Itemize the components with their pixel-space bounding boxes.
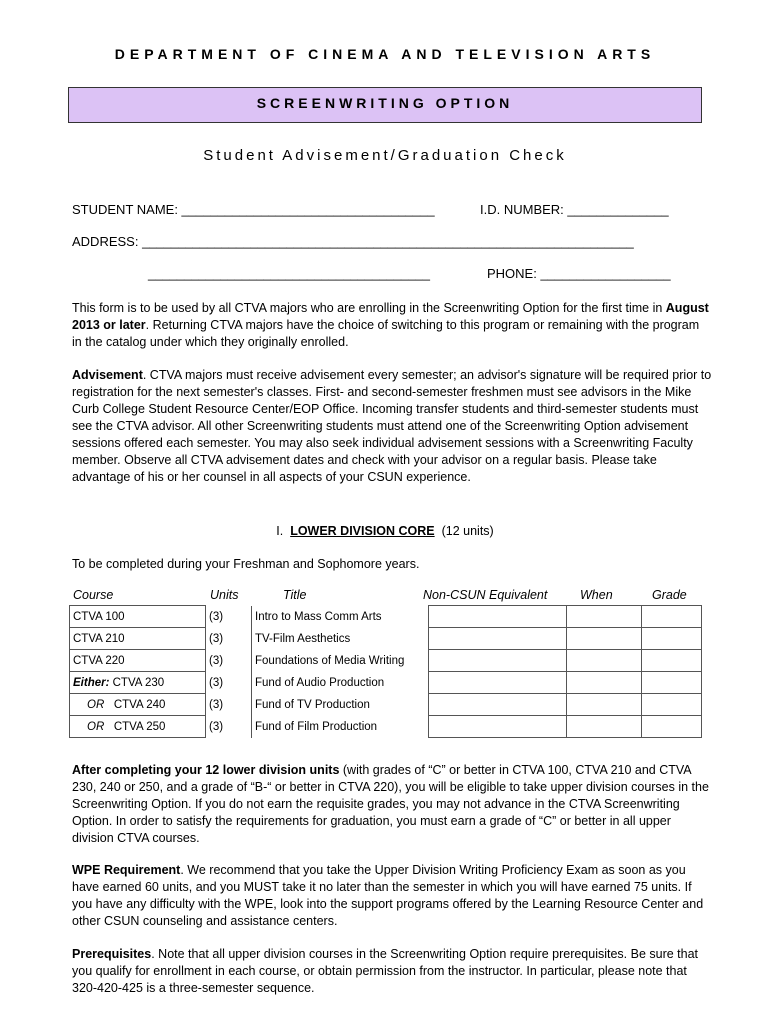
when-cell[interactable] [567,606,642,628]
table-row [70,650,702,672]
when-cell[interactable] [567,628,642,650]
prerequisites-paragraph: Prerequisites. Note that all upper division courses in the Screenwriting Option require prerequisites. Be sure that you qualify for enrollment in each course, or obtain permission from the instructor. In particular, please note that 320-420-425 is a three-semester sequence. [72,947,699,995]
section-note: To be completed during your Freshman and Sophomore years. [72,557,420,571]
or-label: OR [87,698,105,711]
table-row [70,672,702,694]
course-cell: CTVA 210 [70,628,206,650]
when-cell[interactable] [567,650,642,672]
units-cell: (3) [206,606,252,628]
grade-cell[interactable] [642,628,702,650]
units-cell: (3) [206,672,252,694]
course-table [69,605,702,738]
table-row [70,606,702,628]
column-equivalent: Non-CSUN Equivalent [423,588,548,602]
grade-cell[interactable] [642,672,702,694]
equivalent-cell[interactable] [429,650,567,672]
advisement-paragraph: Advisement. CTVA majors must receive advisement every semester; an advisor's signature will be required prior to registration for the next semester's classes. First- and second-semester freshmen must see advisors in the Mike Curb College Student Resource Center/EOP Office. Incoming transfer students and third-semester students must see the CTVA advisor. All other Screenwriting students must attend one of the Screenwriting Option advisement sessions offered each semester. You may also seek individual advisement sessions with a Screenwriting Faculty member. Observe all CTVA advisement dates and check with your advisor on a regular basis. Please take advantage of his or her counsel in all aspects of your CSUN experience. [72,368,712,484]
equivalent-cell[interactable] [429,672,567,694]
course-cell: Either: CTVA 230 [70,672,206,694]
grade-cell[interactable] [642,694,702,716]
units-cell: (3) [206,628,252,650]
title-cell: Foundations of Media Writing [252,650,429,672]
after-completing-paragraph: After completing your 12 lower division units (with grades of “C” or better in CTVA 100, CTVA 210 and CTVA 230, 240 or 250, and a grade of “B-“ or better in CTVA 220), you will be eligible to take upper division courses in the Screenwriting Option. If you do not earn the requisite grades, you may not advance in the CTVA Screenwriting Option. In order to satisfy the requirements for graduation, you must earn a grade of “C” or better in all upper division CTVA courses. [72,763,709,845]
when-cell[interactable] [567,716,642,738]
equivalent-cell[interactable] [429,606,567,628]
column-units: Units [210,588,239,602]
title-cell: TV-Film Aesthetics [252,628,429,650]
grade-cell[interactable] [642,650,702,672]
equivalent-cell[interactable] [429,628,567,650]
grade-cell[interactable] [642,606,702,628]
or-label: OR [87,720,105,733]
wpe-paragraph: WPE Requirement. We recommend that you take the Upper Division Writing Proficiency Exam as soon as you have earned 60 units, and you MUST take it no later than the semester in which you will have earned 75 units. If you have any difficulty with the WPE, look into the support programs offered by the Learning Resource Center and other CSUN counseling and assistance centers. [72,863,704,928]
intro-paragraph: This form is to be used by all CTVA majors who are enrolling in the Screenwriting Option for the first time in August 2013 or later. Returning CTVA majors have the choice of switching to this program or remaining with the program in the catalog under which they originally enrolled. [72,301,709,349]
section-heading: I. LOWER DIVISION CORE (12 units) [276,524,494,538]
column-grade: Grade [652,588,687,602]
equivalent-cell[interactable] [429,694,567,716]
equivalent-cell[interactable] [429,716,567,738]
table-row [70,694,702,716]
units-cell: (3) [206,650,252,672]
student-name-field[interactable]: STUDENT NAME: ___________________________________ [72,202,435,217]
option-banner [68,87,702,123]
id-number-field[interactable]: I.D. NUMBER: ______________ [480,202,669,217]
column-course: Course [73,588,114,602]
table-row [70,716,702,738]
column-title: Title [283,588,307,602]
phone-field[interactable]: PHONE: __________________ [487,266,671,281]
advisement-heading: Advisement [72,368,143,382]
title-cell: Fund of TV Production [252,694,429,716]
form-subtitle: Student Advisement/Graduation Check [203,147,567,164]
address-line2-field[interactable]: _______________________________________ [148,266,430,281]
course-cell: CTVA 220 [70,650,206,672]
address-field[interactable]: ADDRESS: ____________________________________________________________________ [72,234,634,249]
column-when: When [580,588,613,602]
course-cell: OR CTVA 250 [70,716,206,738]
department-title: DEPARTMENT OF CINEMA AND TELEVISION ARTS [114,46,656,62]
course-cell: CTVA 100 [70,606,206,628]
when-cell[interactable] [567,694,642,716]
prerequisites-heading: Prerequisites [72,947,152,961]
table-row [70,628,702,650]
when-cell[interactable] [567,672,642,694]
title-cell: Intro to Mass Comm Arts [252,606,429,628]
either-label: Either: [73,676,110,689]
wpe-heading: WPE Requirement [72,863,181,877]
title-cell: Fund of Audio Production [252,672,429,694]
units-cell: (3) [206,716,252,738]
grade-cell[interactable] [642,716,702,738]
units-cell: (3) [206,694,252,716]
option-title: SCREENWRITING OPTION [256,95,514,111]
course-cell: OR CTVA 240 [70,694,206,716]
title-cell: Fund of Film Production [252,716,429,738]
